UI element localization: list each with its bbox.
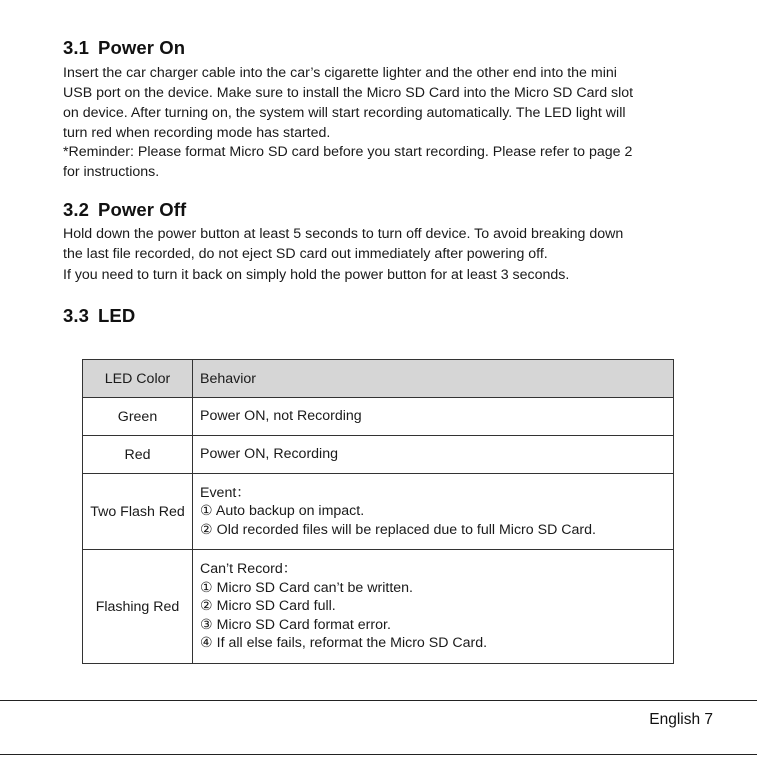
text-line: on device. After turning on, the system will start recording automatically. The LED light will [63, 105, 626, 121]
behavior-cell [193, 474, 674, 550]
section-title: Power On [98, 37, 186, 58]
section-number: 3.2 [63, 199, 90, 220]
section-3-2-heading [63, 199, 186, 221]
section-number: 3.1 [63, 37, 90, 58]
header-led-color: LED Color [83, 360, 193, 398]
behavior-line: Event： [200, 484, 251, 501]
footer-divider-bottom [0, 754, 757, 755]
behavior-line: ④ If all else fails, reformat the Micro SD Card. [200, 635, 488, 652]
header-behavior: Behavior [193, 360, 674, 398]
section-title: LED [98, 305, 136, 326]
table-row [83, 474, 674, 550]
led-color-cell: Two Flash Red [83, 474, 193, 550]
text-line: the last file recorded, do not eject SD card out immediately after powering off. [63, 246, 548, 262]
section-3-3-heading [63, 305, 135, 327]
power-off-paragraph [63, 224, 713, 264]
text-line: Hold down the power button at least 5 seconds to turn off device. To avoid breaking down [63, 226, 624, 242]
led-color-cell: Red [83, 436, 193, 474]
led-color-cell: Green [83, 398, 193, 436]
table-row [83, 436, 674, 474]
table-row [83, 398, 674, 436]
led-color-cell: Flashing Red [83, 550, 193, 664]
footer-divider-top [0, 700, 757, 701]
section-number: 3.3 [63, 305, 90, 326]
behavior-line: ① Micro SD Card can’t be written. [200, 579, 413, 596]
section-3-1-heading [63, 37, 185, 59]
table-header-row [83, 360, 674, 398]
power-on-again-paragraph [63, 265, 713, 285]
text-line: for instructions. [63, 164, 160, 180]
behavior-cell [193, 398, 674, 436]
behavior-cell [193, 436, 674, 474]
behavior-line: Power ON, Recording [200, 446, 338, 463]
text-line: *Reminder: Please format Micro SD card before you start recording. Please refer to page 2 [63, 144, 633, 160]
page-number: English 7 [649, 711, 713, 728]
text-line: If you need to turn it back on simply hold the power button for at least 3 seconds. [63, 267, 570, 283]
behavior-cell [193, 550, 674, 664]
table-row [83, 550, 674, 664]
text-line: turn red when recording mode has started. [63, 125, 331, 141]
behavior-line: ② Old recorded files will be replaced due to full Micro SD Card. [200, 521, 596, 538]
reminder-paragraph [63, 142, 713, 182]
behavior-line: ① Auto backup on impact. [200, 503, 365, 520]
behavior-line: ③ Micro SD Card format error. [200, 616, 391, 633]
section-title: Power Off [98, 199, 187, 220]
behavior-line: Power ON, not Recording [200, 408, 362, 425]
text-line: Insert the car charger cable into the car’s cigarette lighter and the other end into the mini [63, 65, 617, 81]
power-on-paragraph [63, 63, 713, 143]
behavior-line: Can’t Record： [200, 561, 297, 578]
behavior-line: ② Micro SD Card full. [200, 598, 336, 615]
text-line: USB port on the device. Make sure to install the Micro SD Card into the Micro SD Card slot [63, 85, 634, 101]
led-table [82, 359, 674, 664]
